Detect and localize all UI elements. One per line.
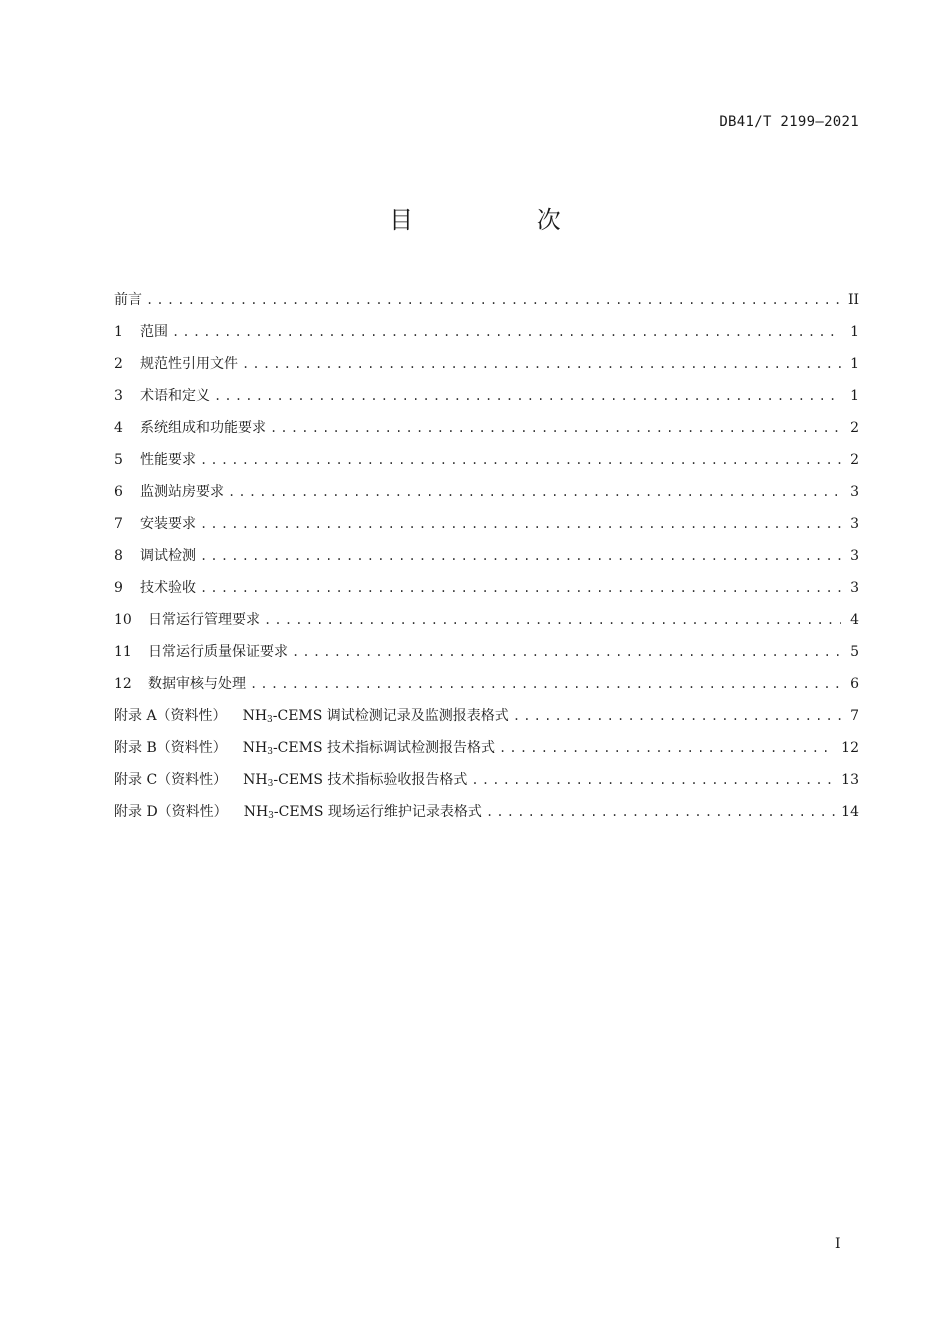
toc-entry-page: 2 bbox=[850, 420, 859, 436]
toc-entry-page: 1 bbox=[850, 356, 859, 372]
toc-entry-number: 11 bbox=[114, 644, 132, 660]
leader-dots bbox=[242, 348, 841, 380]
appendix-prefix: 附录 C（资料性） bbox=[114, 772, 228, 788]
appendix-title bbox=[244, 796, 486, 832]
page-number: I bbox=[835, 1236, 841, 1252]
toc-entry-page: 14 bbox=[841, 804, 859, 820]
appendix-title bbox=[243, 732, 499, 768]
toc-entry[interactable] bbox=[114, 668, 859, 700]
appendix-gas-subscript: 3 bbox=[268, 811, 274, 821]
leader-dots bbox=[200, 540, 841, 572]
toc-entry[interactable] bbox=[114, 380, 859, 412]
toc-entry-page: 3 bbox=[850, 580, 859, 596]
toc-entry-number: 6 bbox=[114, 484, 123, 500]
appendix-gas-subscript: 3 bbox=[267, 715, 273, 725]
leader-dots bbox=[214, 380, 841, 412]
toc-entry[interactable] bbox=[114, 636, 859, 668]
toc-entry-label: 系统组成和功能要求 bbox=[140, 420, 266, 436]
appendix-label: -CEMS 技术指标验收报告格式 bbox=[273, 772, 468, 788]
appendix-title bbox=[243, 700, 513, 736]
appendix-gas-subscript: 3 bbox=[267, 747, 273, 757]
appendix-prefix: 附录 B（资料性） bbox=[114, 740, 227, 756]
leader-dots bbox=[264, 604, 841, 636]
leader-dots bbox=[499, 732, 835, 764]
toc-entry-page: II bbox=[847, 292, 859, 308]
toc-appendix-d[interactable] bbox=[114, 796, 859, 828]
leader-dots bbox=[200, 508, 841, 540]
toc-entry-label: 调试检测 bbox=[140, 548, 196, 564]
toc-entry-number: 8 bbox=[114, 548, 123, 564]
toc-entry-label: 技术验收 bbox=[140, 580, 196, 596]
toc-entry-label: 术语和定义 bbox=[140, 388, 210, 404]
appendix-label: -CEMS 技术指标调试检测报告格式 bbox=[272, 740, 495, 756]
toc-entry-page: 4 bbox=[850, 612, 859, 628]
toc-entry-label: 规范性引用文件 bbox=[140, 356, 238, 372]
toc-appendix-b[interactable] bbox=[114, 732, 859, 764]
toc-entry[interactable] bbox=[114, 540, 859, 572]
toc-entry-page: 6 bbox=[850, 676, 859, 692]
toc-entry-page: 2 bbox=[850, 452, 859, 468]
appendix-gas: NH bbox=[243, 772, 268, 788]
toc-entry[interactable] bbox=[114, 444, 859, 476]
toc-entry-number: 5 bbox=[114, 452, 123, 468]
toc-entry[interactable] bbox=[114, 572, 859, 604]
toc-entry-label: 日常运行管理要求 bbox=[148, 612, 260, 628]
leader-dots bbox=[146, 284, 841, 316]
toc-entry-label: 前言 bbox=[114, 292, 142, 308]
toc-entry-page: 12 bbox=[841, 740, 859, 756]
toc-appendix-a[interactable] bbox=[114, 700, 859, 732]
toc-entry-label: 性能要求 bbox=[140, 452, 196, 468]
toc-entry-page: 3 bbox=[850, 516, 859, 532]
toc-entry-page: 3 bbox=[850, 484, 859, 500]
toc-entry-label: 安装要求 bbox=[140, 516, 196, 532]
toc-entry-page: 1 bbox=[850, 324, 859, 340]
leader-dots bbox=[292, 636, 841, 668]
toc-entry-number: 1 bbox=[114, 324, 123, 340]
toc-entry-number: 3 bbox=[114, 388, 123, 404]
toc-entry-page: 13 bbox=[841, 772, 859, 788]
toc-entry-page: 5 bbox=[850, 644, 859, 660]
toc-entry-preface[interactable] bbox=[114, 284, 859, 316]
toc-entry[interactable] bbox=[114, 508, 859, 540]
toc-entry-label: 范围 bbox=[140, 324, 168, 340]
toc-entry-label: 监测站房要求 bbox=[140, 484, 224, 500]
toc-entry-page: 7 bbox=[850, 708, 859, 724]
toc-entry-page: 1 bbox=[850, 388, 859, 404]
leader-dots bbox=[172, 316, 841, 348]
toc-entry-number: 4 bbox=[114, 420, 123, 436]
toc-entry-label: 日常运行质量保证要求 bbox=[148, 644, 288, 660]
toc-entry-number: 12 bbox=[114, 676, 132, 692]
leader-dots bbox=[270, 412, 841, 444]
toc-entry-number: 10 bbox=[114, 612, 132, 628]
leader-dots bbox=[471, 764, 835, 796]
leader-dots bbox=[200, 572, 841, 604]
toc-entry[interactable] bbox=[114, 348, 859, 380]
appendix-label: -CEMS 调试检测记录及监测报表格式 bbox=[272, 708, 509, 724]
table-of-contents bbox=[114, 284, 859, 828]
appendix-gas: NH bbox=[243, 804, 269, 820]
standard-number: DB41/T 2199—2021 bbox=[719, 114, 859, 130]
toc-entry[interactable] bbox=[114, 316, 859, 348]
toc-entry-number: 7 bbox=[114, 516, 123, 532]
leader-dots bbox=[250, 668, 841, 700]
toc-appendix-c[interactable] bbox=[114, 764, 859, 796]
toc-entry-number: 9 bbox=[114, 580, 123, 596]
page-title: 目 次 bbox=[389, 206, 619, 234]
leader-dots bbox=[486, 796, 835, 828]
toc-entry-label: 数据审核与处理 bbox=[148, 676, 246, 692]
toc-entry[interactable] bbox=[114, 476, 859, 508]
toc-entry-page: 3 bbox=[850, 548, 859, 564]
appendix-title bbox=[243, 764, 471, 800]
appendix-gas-subscript: 3 bbox=[267, 779, 274, 789]
toc-entry[interactable] bbox=[114, 412, 859, 444]
toc-entry[interactable] bbox=[114, 604, 859, 636]
leader-dots bbox=[200, 444, 841, 476]
appendix-label: -CEMS 现场运行维护记录表格式 bbox=[273, 804, 482, 820]
toc-entry-number: 2 bbox=[114, 356, 123, 372]
appendix-gas: NH bbox=[242, 708, 268, 724]
appendix-gas: NH bbox=[242, 740, 268, 756]
appendix-prefix: 附录 A（资料性） bbox=[114, 708, 227, 724]
appendix-prefix: 附录 D（资料性） bbox=[114, 804, 228, 820]
leader-dots bbox=[228, 476, 841, 508]
leader-dots bbox=[513, 700, 841, 732]
